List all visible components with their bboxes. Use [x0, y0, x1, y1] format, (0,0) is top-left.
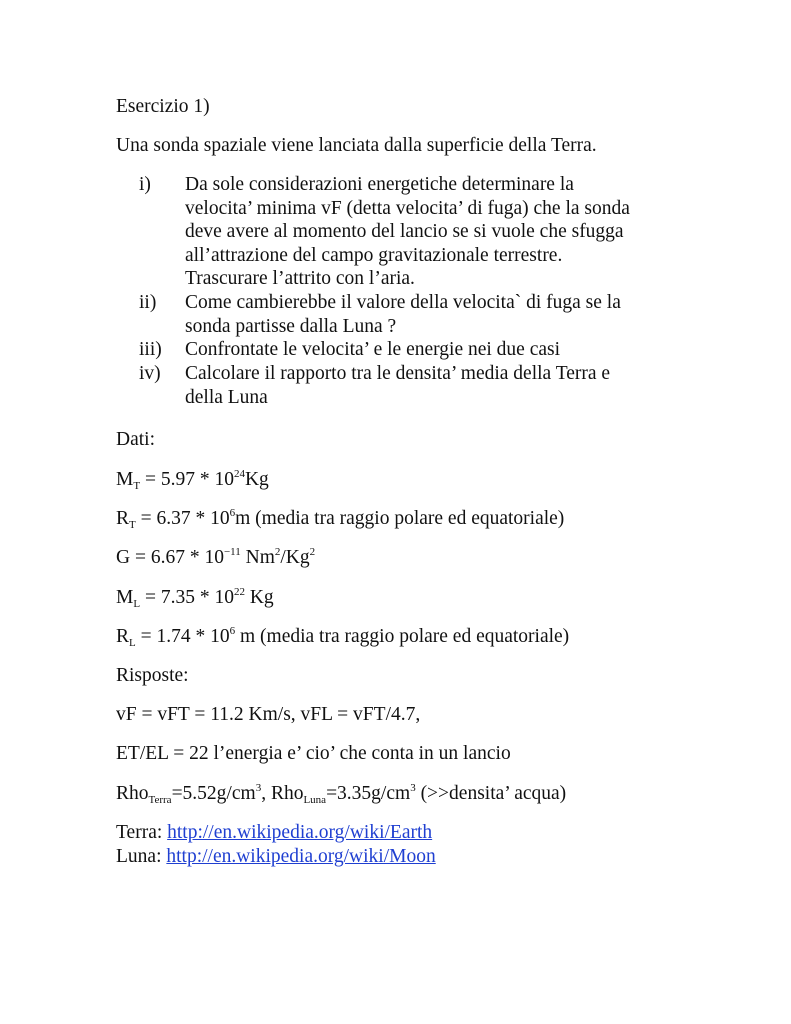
question-text — [185, 338, 685, 362]
data-gravitational-constant: $G = 6.67 * 10^{-11}$ Nm$^2$/Kg$^2$ — [116, 546, 316, 568]
exercise-title: Esercizio 1) — [116, 96, 210, 117]
question-number: iv) — [139, 363, 161, 384]
answer-energy: ET/EL = 22 l’energia e’ cio’ che conta in un lancio — [116, 743, 511, 764]
question-number: iii) — [139, 339, 162, 360]
data-earth-mass: $M_T = 5.97 * 10^{24}Kg$ — [116, 468, 269, 492]
data-moon-mass: $M_L = 7.35 * 10^{22}$ Kg — [116, 586, 274, 610]
answers-heading: Risposte: — [116, 665, 189, 686]
question-line: della Luna — [185, 386, 268, 408]
question-line: Come cambierebbe il valore della velocita` di fuga se la — [185, 292, 621, 313]
question-number: i) — [139, 174, 151, 195]
question-line: sonda partisse dalla Luna ? — [185, 315, 397, 337]
question-line: deve avere al momento del lancio se si vuole che sfugga — [185, 221, 624, 242]
reference-earth — [116, 821, 432, 845]
question-line: Calcolare il rapporto tra le densita’ media della Terra e — [185, 363, 611, 384]
answer-velocity: vF = vFT = 11.2 Km/s, vFL = vFT/4.7, — [116, 704, 421, 725]
moon-wikipedia-link[interactable]: http://en.wikipedia.org/wiki/Moon — [166, 846, 436, 867]
question-line: Da sole considerazioni energetiche determinare la — [185, 174, 574, 195]
data-heading: Dati: — [116, 429, 155, 450]
question-line: Confrontate le velocita’ e le energie nei due casi — [185, 339, 561, 360]
question-text — [185, 291, 685, 338]
earth-wikipedia-link[interactable]: http://en.wikipedia.org/wiki/Earth — [167, 822, 433, 843]
question-text — [185, 173, 685, 291]
question-number: ii) — [139, 292, 157, 313]
reference-moon — [116, 845, 436, 869]
intro-text: Una sonda spaziale viene lanciata dalla superficie della Terra. — [116, 135, 597, 156]
question-line: Trascurare l’attrito con l’aria. — [185, 268, 415, 289]
answer-density: $Rho_{Terra}=5.52g/cm^3$, $Rho_{Luna}=3.35g/cm^3$ (>>densita’ acqua) — [116, 782, 567, 806]
question-line: velocita’ minima vF (detta velocita’ di fuga) che la sonda — [185, 197, 630, 219]
data-moon-radius: $R_L = 1.74 * 10^6$ m (media tra raggio polare ed equatoriale) — [116, 625, 570, 649]
question-line: all’attrazione del campo gravitazionale terrestre. — [185, 244, 563, 266]
data-earth-radius: $R_T = 6.37 * 10^6m$ (media tra raggio polare ed equatoriale) — [116, 507, 565, 531]
reference-label: Terra: — [116, 822, 168, 843]
reference-label: Luna: — [116, 846, 167, 867]
question-text — [185, 362, 685, 409]
